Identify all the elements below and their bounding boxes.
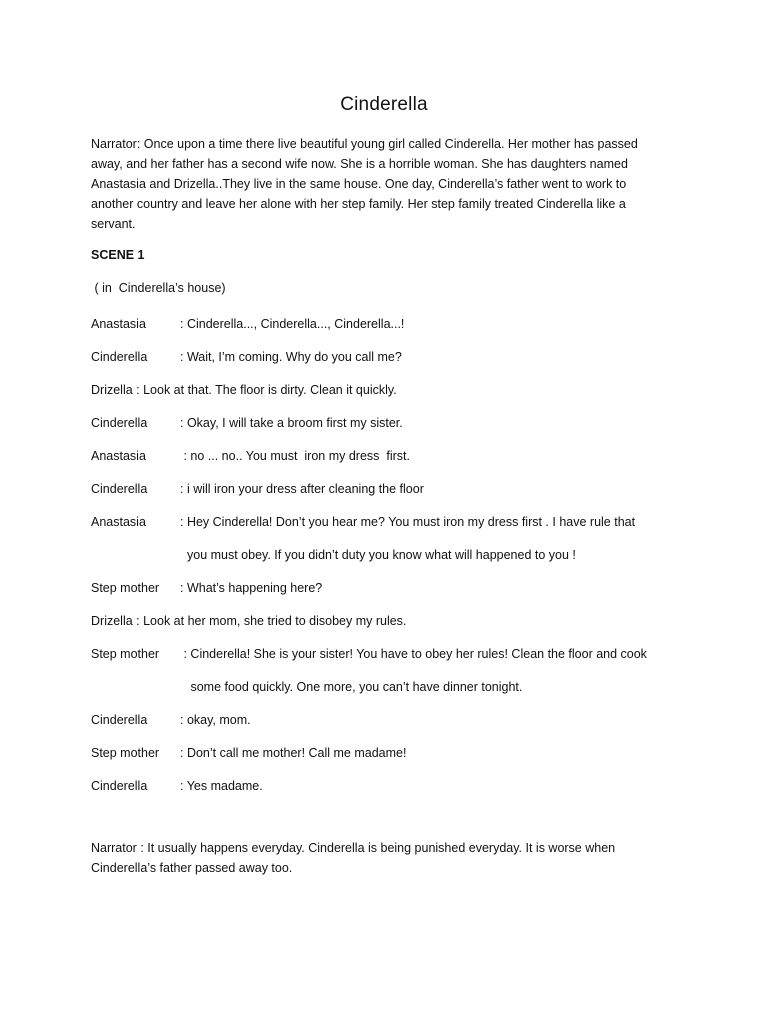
speaker-name: Cinderella bbox=[91, 482, 148, 496]
dialogue-line bbox=[91, 710, 251, 730]
speaker-name: Anastasia bbox=[91, 515, 146, 529]
dialogue-text: : Yes madame. bbox=[180, 779, 263, 793]
speaker-name: Cinderella bbox=[91, 779, 148, 793]
dialogue-line bbox=[91, 347, 402, 367]
dialogue-line: Drizella : Look at her mom, she tried to disobey my rules. bbox=[91, 614, 407, 628]
dialogue-text: : What’s happening here? bbox=[180, 581, 323, 595]
dialogue-line bbox=[91, 776, 263, 796]
stage-direction: ( in Cinderella’s house) bbox=[91, 281, 226, 295]
scene-heading: SCENE 1 bbox=[91, 248, 145, 262]
dialogue-text: : okay, mom. bbox=[180, 713, 251, 727]
dialogue-line bbox=[91, 314, 404, 334]
speaker-name: Anastasia bbox=[91, 317, 146, 331]
dialogue-text: : Don’t call me mother! Call me madame! bbox=[180, 746, 407, 760]
dialogue-line bbox=[91, 446, 410, 466]
speaker-name: Cinderella bbox=[91, 350, 148, 364]
dialogue-text: : no ... no.. You must iron my dress first. bbox=[180, 449, 410, 463]
dialogue-text: : Okay, I will take a broom first my sister. bbox=[180, 416, 403, 430]
dialogue-line bbox=[91, 512, 635, 532]
speaker-name: Cinderella bbox=[91, 416, 148, 430]
dialogue-line: Drizella : Look at that. The floor is dirty. Clean it quickly. bbox=[91, 383, 397, 397]
speaker-name: Step mother bbox=[91, 647, 160, 661]
speaker-name: Anastasia bbox=[91, 449, 146, 463]
dialogue-line bbox=[91, 479, 424, 499]
dialogue-text: : Cinderella..., Cinderella..., Cinderella...! bbox=[180, 317, 405, 331]
dialogue-text: : Hey Cinderella! Don’t you hear me? You must iron my dress first . I have rule that bbox=[180, 515, 636, 529]
document-title: Cinderella bbox=[340, 94, 428, 115]
dialogue-line bbox=[91, 578, 322, 598]
narrator-outro: Narrator : It usually happens everyday. Cinderella is being punished everyday. It is worse when Cinderella’s father passed away too. bbox=[91, 841, 616, 875]
dialogue-line bbox=[91, 413, 403, 433]
speaker-name: Cinderella bbox=[91, 713, 148, 727]
speaker-name: Step mother bbox=[91, 746, 160, 760]
dialogue-text: : i will iron your dress after cleaning the floor bbox=[180, 482, 424, 496]
dialogue-text: : Wait, I’m coming. Why do you call me? bbox=[180, 350, 402, 364]
speaker-name: Step mother bbox=[91, 581, 160, 595]
dialogue-line bbox=[91, 644, 647, 664]
narrator-intro: Narrator: Once upon a time there live beautiful young girl called Cinderella. Her mother has passed away, and her father has a second wife now. She is a horrible woman. She has daughters named Anastasia and Drizella..They live in the same house. One day, Cinderella’s father went to work to another country and leave her alone with her step family. Her step family treated Cinderella like a servant. bbox=[91, 137, 638, 231]
dialogue-text: : Cinderella! She is your sister! You have to obey her rules! Clean the floor and cook bbox=[180, 647, 647, 661]
dialogue-line bbox=[91, 743, 406, 763]
dialogue-continuation: some food quickly. One more, you can’t have dinner tonight. bbox=[187, 680, 523, 694]
dialogue-continuation: you must obey. If you didn’t duty you know what will happened to you ! bbox=[187, 548, 576, 562]
